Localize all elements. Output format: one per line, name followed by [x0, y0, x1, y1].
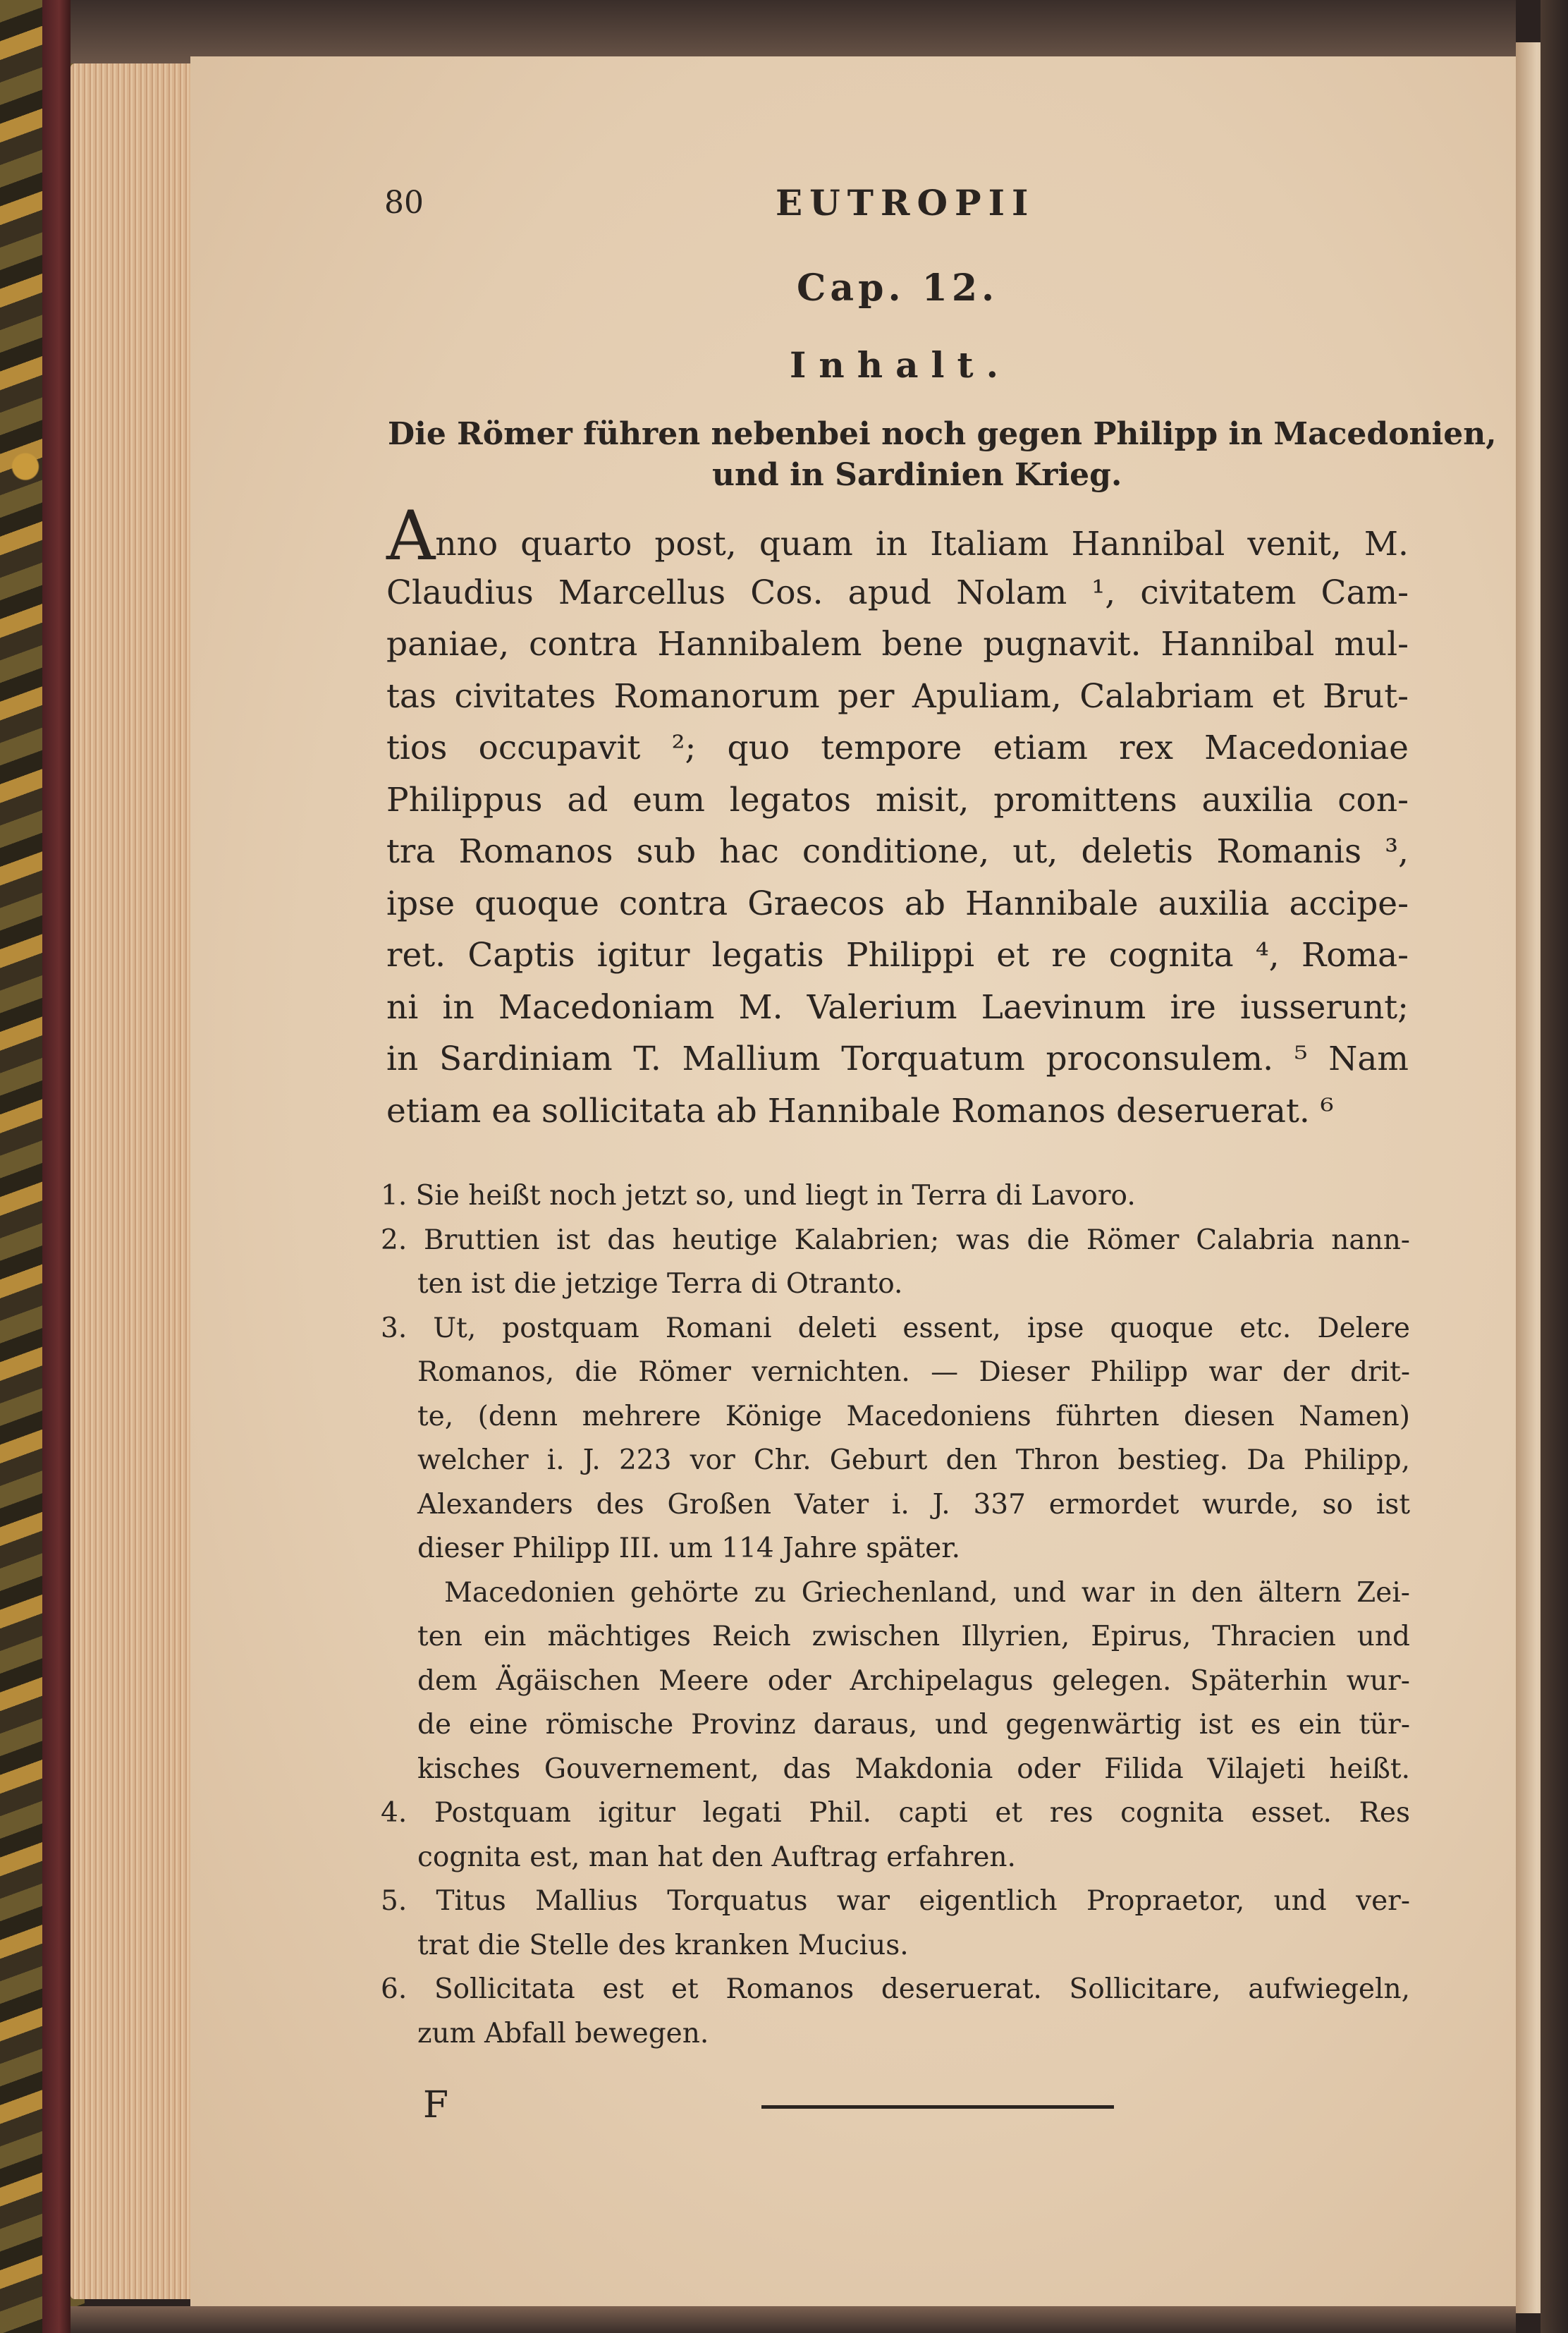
footnote-line: dieser Philipp III. um 114 Jahre später.	[417, 1533, 960, 1564]
text-line: ni in Macedoniam M. Valerium Laevinum ire iusserunt;	[386, 987, 1409, 1027]
footnote-line: 1. Sie heißt noch jetzt so, und liegt in Terra di Lavoro.	[381, 1180, 1136, 1212]
footnote-line: Macedonien gehörte zu Griechenland, und war in den ältern Zei-	[444, 1576, 1410, 1609]
main-latin-text	[386, 497, 1409, 1137]
text-line: etiam ea sollicitata ab Hannibale Romanos deseruerat. ⁶	[386, 1091, 1334, 1131]
text-line: Claudius Marcellus Cos. apud Nolam ¹, civitatem Cam-	[386, 573, 1409, 612]
footnote-line: kisches Gouvernement, das Makdonia oder Filida Vilajeti heißt.	[417, 1753, 1410, 1785]
text-line: tra Romanos sub hac conditione, ut, deletis Romanis ³,	[386, 832, 1409, 871]
page-number: 80	[384, 185, 424, 221]
footnote-line: 5. Titus Mallius Torquatus war eigentlich Propraetor, und ver-	[381, 1885, 1410, 1917]
text-line: ret. Captis igitur legatis Philippi et re cognita ⁴, Roma-	[386, 936, 1409, 975]
footnote-line: 6. Sollicitata est et Romanos deseruerat. Sollicitare, aufwiegeln,	[381, 1973, 1410, 2005]
drop-cap: A	[386, 497, 436, 575]
signature-mark: F	[423, 2084, 449, 2126]
chapter-summary-line: Die Römer führen nebenbei noch gegen Philipp in Macedonien,	[388, 416, 1497, 452]
footnote-line: Alexanders des Großen Vater i. J. 337 ermordet wurde, so ist	[417, 1488, 1410, 1521]
facing-page-edge	[1541, 0, 1568, 2333]
end-rule	[761, 2105, 1114, 2109]
footnote-line: dem Ägäischen Meere oder Archipelagus gelegen. Späterhin wur-	[417, 1664, 1410, 1697]
scan-background-bottom	[71, 2306, 1516, 2333]
footnote-line: te, (denn mehrere Könige Macedoniens führten diesen Namen)	[417, 1400, 1410, 1432]
contents-heading: Inhalt.	[790, 344, 1011, 386]
footnote-line: ten ist die jetzige Terra di Otranto.	[417, 1268, 903, 1300]
text-line: Philippus ad eum legatos misit, promittens auxilia con-	[386, 780, 1409, 820]
footnote-line: ten ein mächtiges Reich zwischen Illyrien, Epirus, Thracien und	[417, 1621, 1410, 1652]
footnote-line: 2. Bruttien ist das heutige Kalabrien; was die Römer Calabria nann-	[381, 1224, 1410, 1256]
running-head: EUTROPII	[776, 182, 1036, 224]
text-line: tas civitates Romanorum per Apuliam, Calabriam et Brut-	[386, 676, 1409, 716]
footnote-line: zum Abfall bewegen.	[417, 2017, 709, 2049]
footnote-line: Romanos, die Römer vernichten. — Dieser Philipp war der drit-	[417, 1356, 1410, 1388]
text-line: ipse quoque contra Graecos ab Hannibale auxilia accipe-	[386, 884, 1409, 923]
chapter-heading: Cap. 12.	[797, 267, 999, 310]
footnote-line: 4. Postquam igitur legati Phil. capti et res cognita esset. Res	[381, 1797, 1410, 1829]
footnote-line: 3. Ut, postquam Romani deleti essent, ipse quoque etc. Delere	[381, 1312, 1410, 1344]
book-spine-edge	[42, 0, 71, 2333]
text-line: tios occupavit ²; quo tempore etiam rex Macedoniae	[386, 729, 1409, 767]
scan-background-top	[71, 0, 1516, 63]
text-line: Anno quarto post, quam in Italiam Hannibal venit, M.	[386, 497, 1409, 575]
footnote-line: cognita est, man hat den Auftrag erfahren.	[417, 1841, 1016, 1873]
chapter-summary-line: und in Sardinien Krieg.	[712, 457, 1122, 493]
text-line: paniae, contra Hannibalem bene pugnavit. Hannibal mul-	[386, 625, 1409, 664]
footnote-line: trat die Stelle des kranken Mucius.	[417, 1929, 909, 1961]
page-block-edges	[71, 63, 197, 2299]
footnotes	[381, 1174, 1410, 2056]
footnote-line: de eine römische Provinz daraus, und gegenwärtig ist es ein tür-	[417, 1709, 1410, 1741]
footnote-line: welcher i. J. 223 vor Chr. Geburt den Thron bestieg. Da Philipp,	[417, 1444, 1410, 1476]
text-line: in Sardiniam T. Mallium Torquatum proconsulem. ⁵ Nam	[386, 1040, 1409, 1078]
